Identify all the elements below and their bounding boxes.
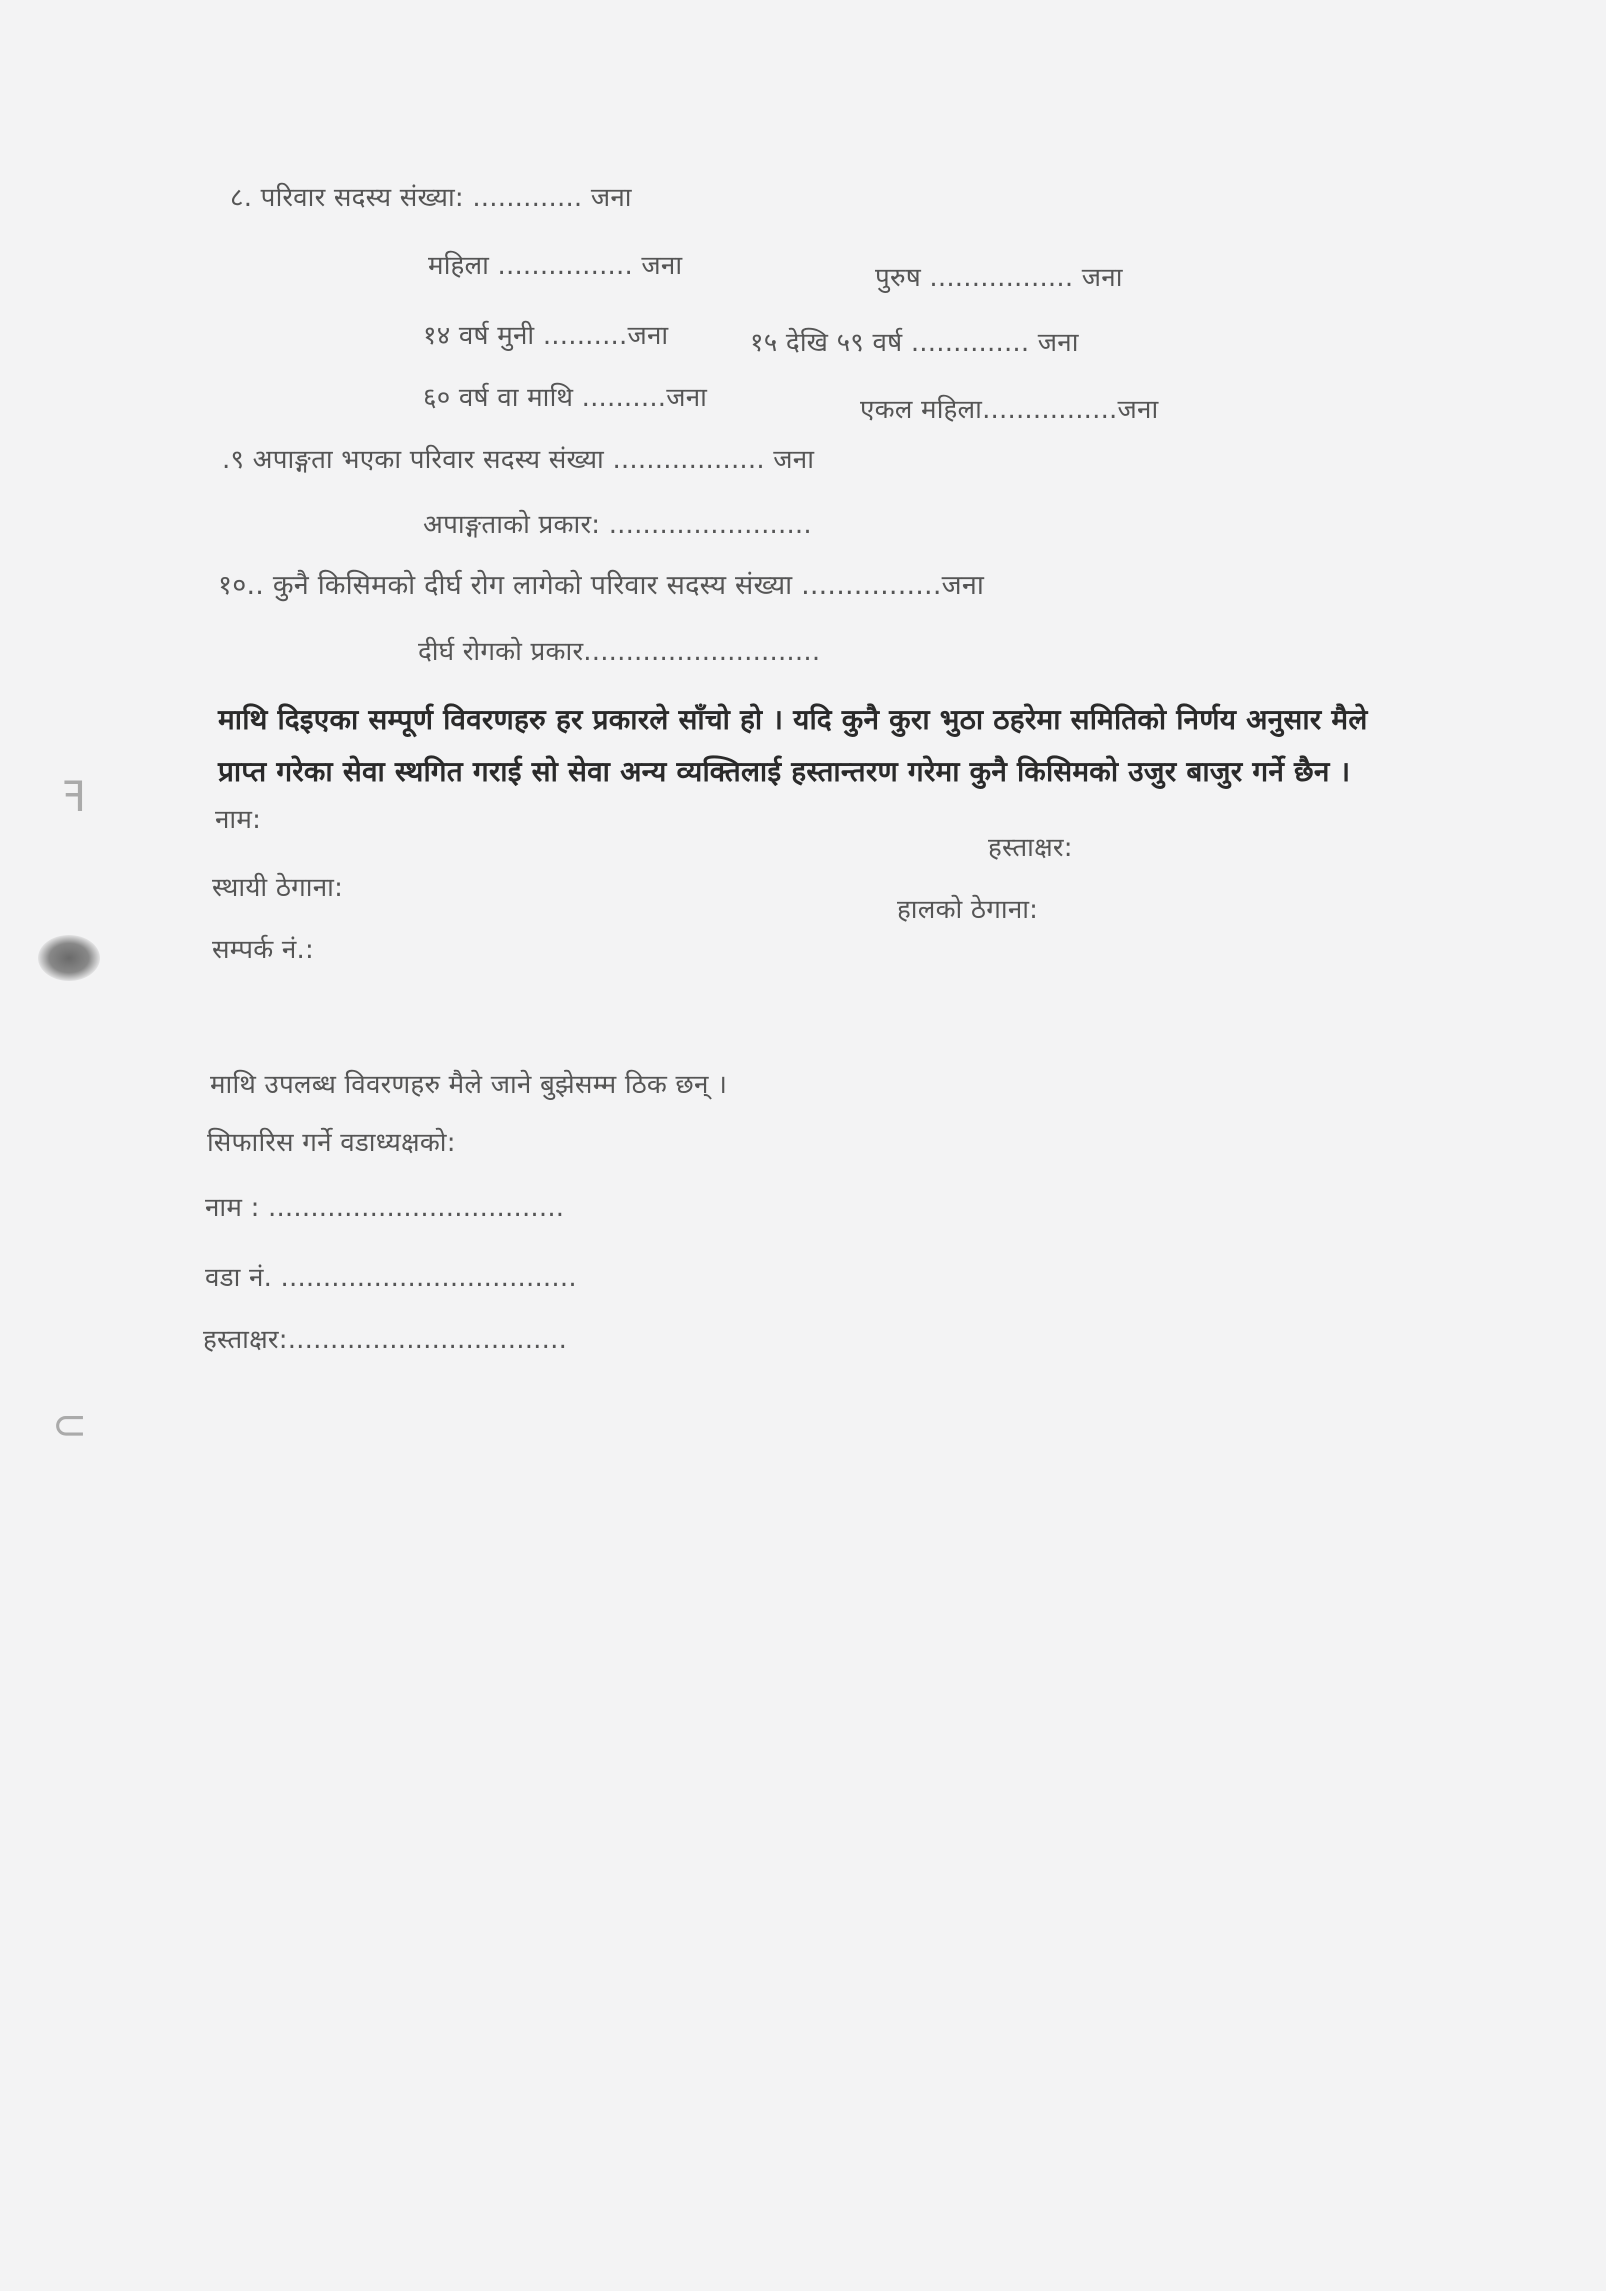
chronic-disease-count: १०.. कुनै किसिमको दीर्घ रोग लागेको परिवार सदस्य संख्या ................जना: [218, 570, 985, 601]
under-14-count: १४ वर्ष मुनी ..........जना: [423, 321, 669, 351]
declaration-line-2: प्राप्त गरेका सेवा स्थगित गराई सो सेवा अन्य व्यक्तिलाई हस्तान्तरण गरेमा कुनै किसिमको उजुर बाजुर गर्ने छैन ।: [218, 755, 1351, 788]
scan-mark-bottom: ⊂: [52, 1400, 88, 1449]
applicant-signature-label: हस्ताक्षर:: [988, 833, 1073, 863]
ward-verification-text: माथि उपलब्ध विवरणहरु मैले जाने बुझेसम्म ठिक छन् ।: [210, 1070, 728, 1100]
applicant-name-label: नाम:: [215, 805, 262, 835]
family-member-count: ८. परिवार सदस्य संख्या: ............. जना: [230, 183, 632, 213]
age-60-plus-count: ६० वर्ष वा माथि ..........जना: [423, 383, 708, 413]
ward-chair-label: सिफारिस गर्ने वडाध्यक्षको:: [207, 1128, 456, 1158]
ward-chair-signature: हस्ताक्षर:.................................: [203, 1325, 568, 1355]
ward-chair-name: नाम : ...................................: [205, 1193, 565, 1223]
ink-smudge: [38, 935, 100, 981]
men-count: पुरुष ................. जना: [875, 263, 1123, 293]
current-address-label: हालको ठेगाना:: [897, 895, 1039, 925]
permanent-address-label: स्थायी ठेगाना:: [212, 873, 344, 903]
single-women-count: एकल महिला................जना: [860, 395, 1159, 425]
declaration-line-1: माथि दिइएका सम्पूर्ण विवरणहरु हर प्रकारले साँचो हो । यदि कुनै कुरा भुठा ठहरेमा समितिको निर्णय अनुसार मैले: [218, 703, 1368, 736]
age-15-59-count: १५ देखि ५९ वर्ष .............. जना: [750, 328, 1079, 358]
disability-type: अपाङ्गताको प्रकार: ........................: [423, 510, 812, 540]
chronic-disease-type: दीर्घ रोगको प्रकार............................: [418, 637, 821, 667]
disabled-member-count: .९ अपाङ्गता भएका परिवार सदस्य संख्या .................. जना: [222, 445, 815, 475]
contact-number-label: सम्पर्क नं.:: [212, 935, 314, 965]
scan-mark-top: ꟻ: [62, 772, 87, 821]
ward-number: वडा नं. ...................................: [205, 1263, 577, 1293]
women-count: महिला ................ जना: [428, 251, 683, 281]
